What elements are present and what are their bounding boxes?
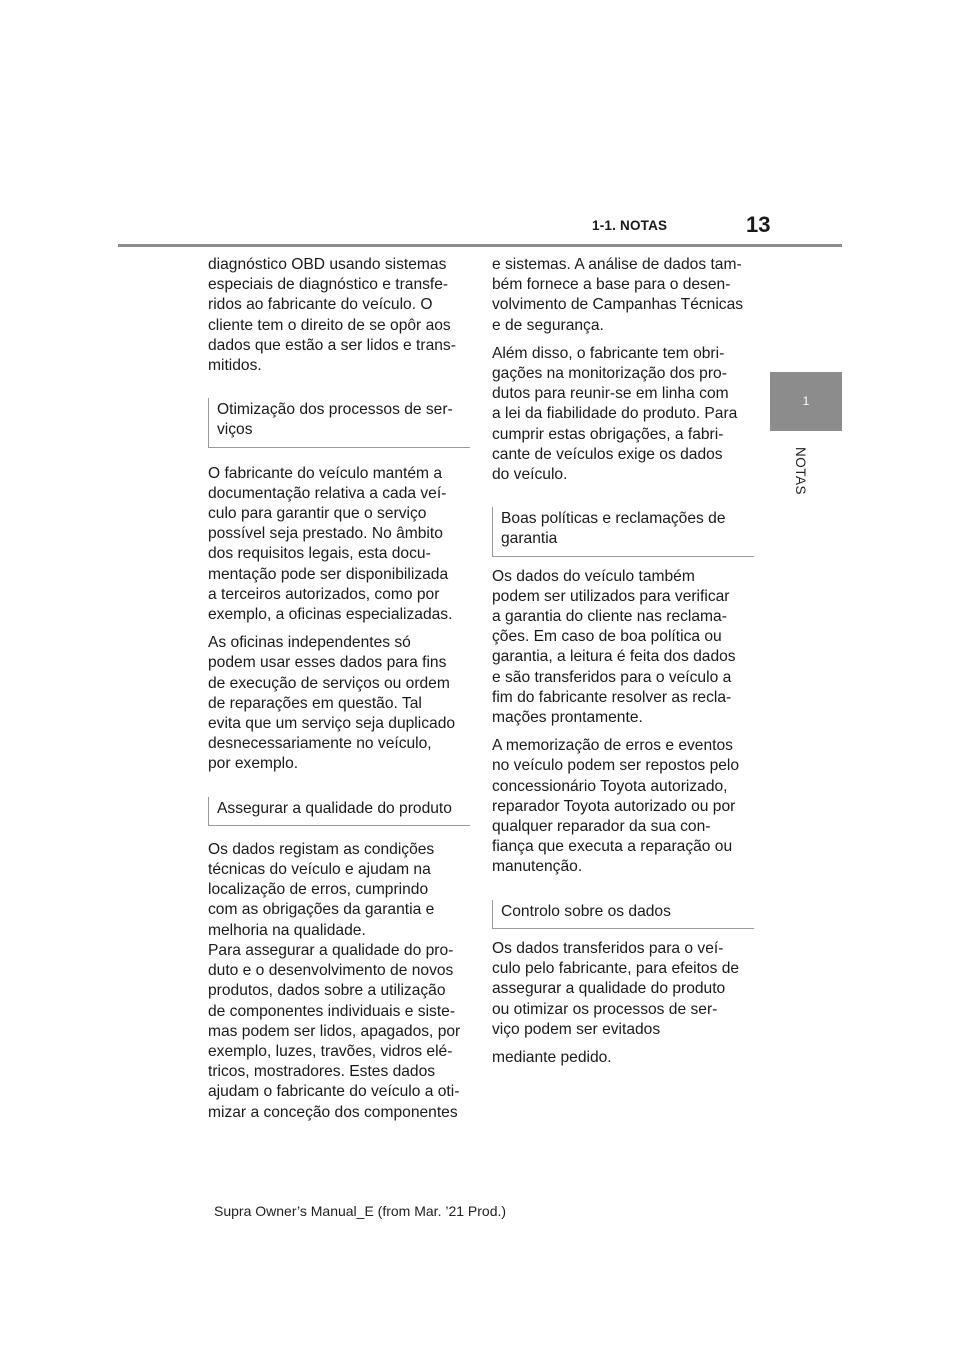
chapter-label: NOTAS [793,447,808,496]
text-line: concessionário Toyota autorizado, [492,777,728,795]
text-line: bém fornece a base para o desen- [492,276,731,294]
right-column [492,255,754,1076]
subheading [208,398,470,447]
text-line: a garantia do cliente nas reclama- [492,608,727,626]
text-line: dutos para reunir-se em linha com [492,385,729,403]
text-line: mitidos. [208,357,262,375]
paragraph [492,939,754,1040]
text-line: melhoria na qualidade. [208,921,366,939]
text-line: com as obrigações da garantia e [208,901,435,919]
footer-text: Supra Owner’s Manual_E (from Mar. ’21 Prod.) [214,1203,507,1219]
text-line: ridos ao fabricante do veículo. O [208,296,433,314]
text-line: manutenção. [492,858,583,876]
text-line: produtos, dados sobre a utilização [208,982,446,1000]
text-line: por exemplo. [208,755,299,773]
text-line: mentação pode ser disponibilizada [208,565,449,583]
text-line: ou otimizar os processos de ser- [492,1000,718,1018]
text-line: Boas políticas e reclamações de [501,510,726,528]
text-line: viços [217,421,253,439]
text-line: no veículo podem ser repostos pelo [492,757,740,775]
text-line: cumprir estas obrigações, a fabri- [492,425,724,443]
text-line: possível seja prestado. No âmbito [208,525,443,543]
text-line: Além disso, o fabricante tem obri- [492,344,725,362]
text-line: de execução de serviços ou ordem [208,674,450,692]
text-line: desnecessariamente no veículo, [208,735,432,753]
text-line: culo para garantir que o serviço [208,505,427,523]
paragraph [208,464,470,626]
text-line: Os dados registam as condições [208,840,435,858]
text-line: culo pelo fabricante, para efeitos de [492,960,740,978]
text-line: As oficinas independentes só [208,634,411,652]
text-line: cliente tem o direito de se opôr aos [208,316,451,334]
text-line: evita que um serviço seja duplicado [208,715,456,733]
subheading [208,797,470,826]
text-line: e de segurança. [492,316,604,334]
text-line: a terceiros autorizados, como por [208,585,440,603]
text-line: Controlo sobre os dados [501,902,671,920]
text-line: exemplo, luzes, travões, vidros elé- [208,1042,453,1060]
text-line: mizar a conceção dos componentes [208,1103,458,1121]
text-line: duto e o desenvolvimento de novos [208,962,454,980]
text-line: ajudam o fabricante do veículo a oti- [208,1083,460,1101]
text-line: documentação relativa a cada veí- [208,484,447,502]
text-line: técnicas do veículo e ajudam na [208,861,431,879]
header-divider [118,244,842,247]
paragraph [492,567,754,729]
text-line: Assegurar a qualidade do produto [217,799,452,817]
text-line: mações prontamente. [492,709,643,727]
paragraph [492,344,754,485]
text-line: podem usar esses dados para fins [208,654,447,672]
text-line: qualquer reparador da sua con- [492,818,711,836]
section-title: 1-1. NOTAS [592,218,668,233]
text-line: do veículo. [492,466,568,484]
page-number: 13 [746,212,771,237]
left-column [208,255,470,1131]
text-line: fiança que executa a reparação ou [492,838,733,856]
text-line: diagnóstico OBD usando sistemas [208,256,447,273]
paragraph [492,736,754,877]
text-line: fim do fabricante resolver as recla- [492,688,732,706]
text-line: mediante pedido. [492,1048,612,1066]
text-line: Para assegurar a qualidade do pro- [208,941,454,959]
text-line: especiais de diagnóstico e transfe- [208,276,449,294]
text-line: A memorização de erros e eventos [492,737,733,755]
text-line: exemplo, a oficinas especializadas. [208,606,453,624]
text-line: de reparações em questão. Tal [208,694,422,712]
text-line: localização de erros, cumprindo [208,881,429,899]
subheading [492,507,754,556]
text-line: Otimização dos processos de ser- [217,401,453,419]
text-line: assegurar a qualidade do produto [492,980,726,998]
text-line: a lei da fiabilidade do produto. Para [492,405,738,423]
chapter-number: 1 [802,394,810,408]
text-line: reparador Toyota autorizado ou por [492,797,736,815]
subheading [492,900,754,929]
text-line: podem ser utilizados para verificar [492,587,730,605]
text-line: tricos, mostradores. Estes dados [208,1063,436,1081]
text-line: Os dados transferidos para o veí- [492,939,724,957]
text-line: de componentes individuais e siste- [208,1002,456,1020]
chapter-tab [770,372,842,431]
text-line: Os dados do veículo também [492,567,695,585]
text-line: mas podem ser lidos, apagados, por [208,1022,461,1040]
paragraph [208,633,470,774]
text-line: e são transferidos para o veículo a [492,668,732,686]
paragraph [492,1048,754,1068]
text-line: volvimento de Campanhas Técnicas [492,296,744,314]
paragraph [208,255,470,376]
paragraph [208,840,470,1123]
text-line: dos requisitos legais, esta docu- [208,545,431,563]
text-line: e sistemas. A análise de dados tam- [492,256,742,273]
text-line: ções. Em caso de boa política ou [492,628,722,646]
text-line: gações na monitorização dos pro- [492,365,727,383]
text-line: garantia, a leitura é feita dos dados [492,648,736,666]
text-line: dados que estão a ser lidos e trans- [208,336,456,354]
text-line: O fabricante do veículo mantém a [208,464,443,482]
text-line: cante de veículos exige os dados [492,445,723,463]
text-line: garantia [501,530,558,548]
text-line: viço podem ser evitados [492,1020,661,1038]
paragraph [492,255,754,336]
